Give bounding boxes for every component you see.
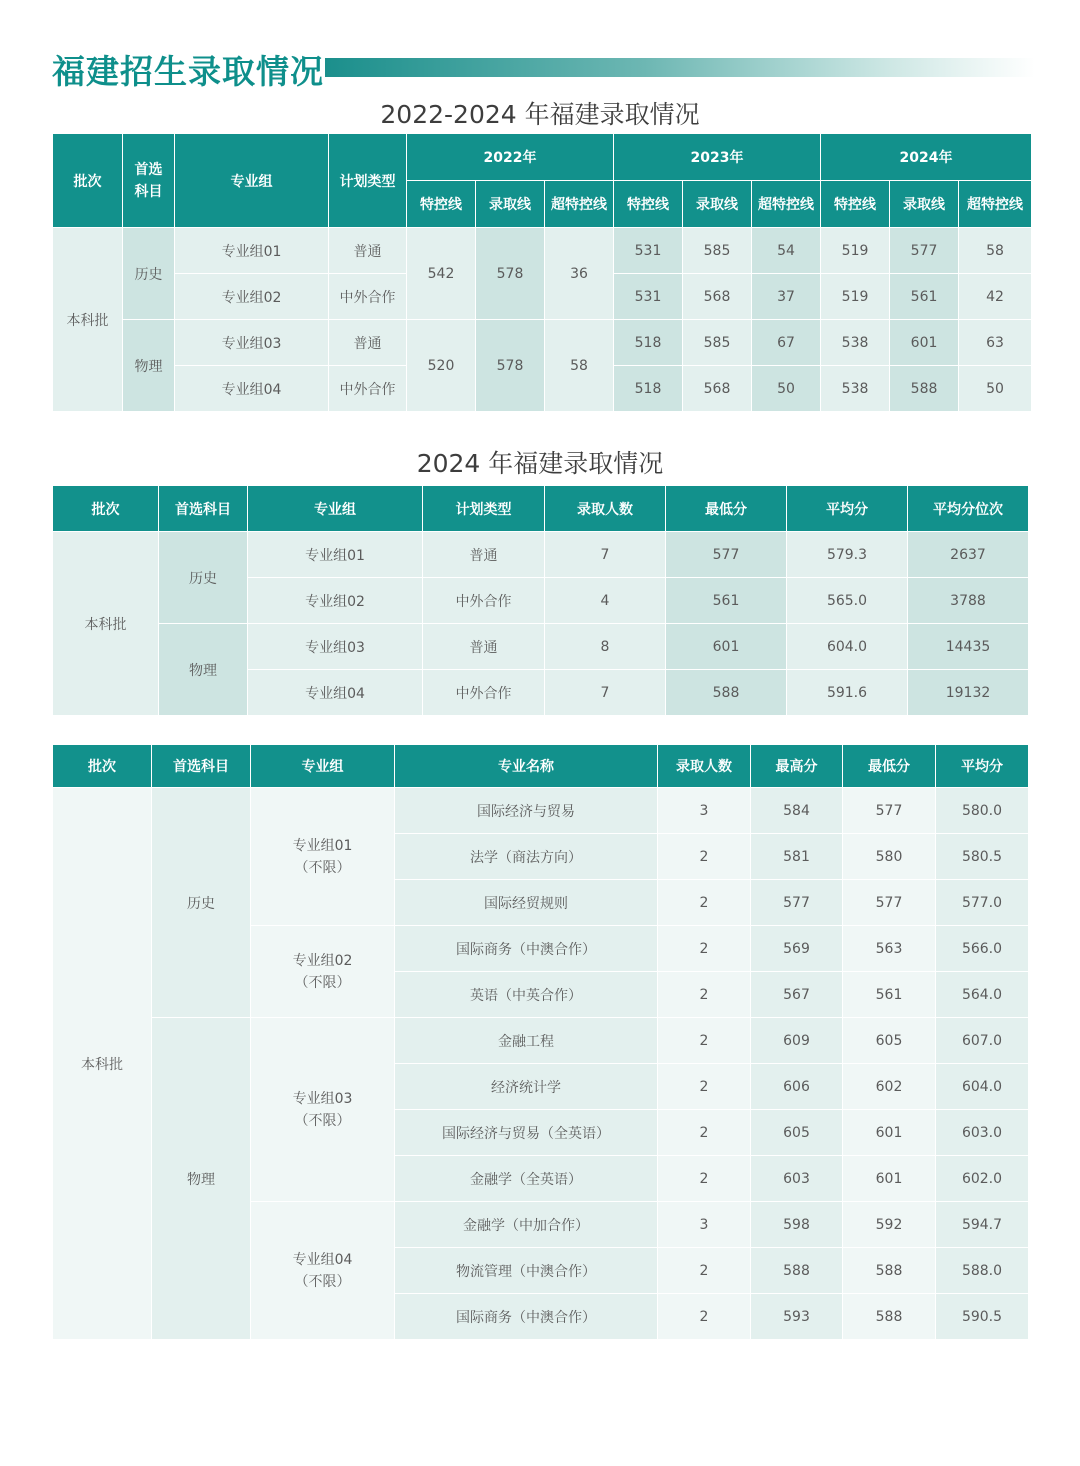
- avg-score-cell: 566.0: [936, 926, 1029, 972]
- major-cell: 金融学（全英语）: [395, 1156, 658, 1202]
- min-score-cell: 577: [843, 880, 936, 926]
- avg-score-cell: 604.0: [787, 624, 908, 670]
- max-score-cell: 603: [751, 1156, 843, 1202]
- max-score-cell: 606: [751, 1064, 843, 1110]
- plan-cell: 中外合作: [329, 366, 407, 412]
- group-cell: 专业组01: [175, 228, 329, 274]
- cell-2023-admit: 585: [683, 228, 752, 274]
- min-score-cell: 601: [843, 1156, 936, 1202]
- max-score-cell: 605: [751, 1110, 843, 1156]
- group-cell: 专业组02: [248, 578, 423, 624]
- section2-title: 2024 年福建录取情况: [416, 449, 664, 478]
- min-score-cell: 561: [666, 578, 787, 624]
- cell-2024-over: 50: [959, 366, 1032, 412]
- cell-2023-over: 37: [752, 274, 821, 320]
- header-year-2022: 2022年: [407, 134, 614, 181]
- avg-score-cell: 594.7: [936, 1202, 1029, 1248]
- avg-score-cell: 579.3: [787, 532, 908, 578]
- batch-cell: 本科批: [53, 228, 123, 412]
- header-avg-score: 平均分: [936, 745, 1029, 788]
- min-score-cell: 563: [843, 926, 936, 972]
- max-score-cell: 588: [751, 1248, 843, 1294]
- cell-2022-special: 542: [407, 228, 476, 320]
- count-cell: 2: [658, 1294, 751, 1340]
- header-batch: 批次: [53, 745, 152, 788]
- header-count: 录取人数: [658, 745, 751, 788]
- min-score-cell: 601: [666, 624, 787, 670]
- min-score-cell: 605: [843, 1018, 936, 1064]
- avg-score-cell: 590.5: [936, 1294, 1029, 1340]
- subject-cell: 物理: [159, 624, 248, 716]
- plan-cell: 普通: [329, 228, 407, 274]
- table-row: [53, 228, 1032, 274]
- cell-2023-admit: 568: [683, 366, 752, 412]
- group-cell: 专业组03: [248, 624, 423, 670]
- subject-cell: 历史: [152, 788, 251, 1018]
- cell-2024-special: 538: [821, 320, 890, 366]
- max-score-cell: 593: [751, 1294, 843, 1340]
- group-cell: [251, 1202, 395, 1340]
- group-cell: 专业组03: [175, 320, 329, 366]
- group-note: （不限）: [294, 859, 351, 876]
- section1-title: 2022-2024 年福建录取情况: [380, 100, 700, 129]
- cell-2023-special: 518: [614, 366, 683, 412]
- cell-2023-admit: 568: [683, 274, 752, 320]
- header-plan: 计划类型: [329, 134, 407, 228]
- avg-score-cell: 565.0: [787, 578, 908, 624]
- header-special-line: 特控线: [614, 181, 683, 228]
- min-score-cell: 588: [666, 670, 787, 716]
- header-special-line: 特控线: [407, 181, 476, 228]
- min-score-cell: 592: [843, 1202, 936, 1248]
- avg-score-cell: 577.0: [936, 880, 1029, 926]
- plan-cell: 普通: [423, 624, 545, 670]
- avg-score-cell: 580.0: [936, 788, 1029, 834]
- table-row: [53, 788, 1029, 834]
- count-cell: 2: [658, 1018, 751, 1064]
- major-cell: 国际商务（中澳合作）: [395, 926, 658, 972]
- header-avg-score: 平均分: [787, 486, 908, 532]
- count-cell: 3: [658, 788, 751, 834]
- subject-cell: 物理: [123, 320, 175, 412]
- cell-2022-special: 520: [407, 320, 476, 412]
- min-score-cell: 577: [666, 532, 787, 578]
- group-cell: [251, 926, 395, 1018]
- plan-cell: 普通: [423, 532, 545, 578]
- table-row: [53, 532, 1029, 578]
- major-cell: 物流管理（中澳合作）: [395, 1248, 658, 1294]
- cell-2022-over: 58: [545, 320, 614, 412]
- major-cell: 经济统计学: [395, 1064, 658, 1110]
- min-score-cell: 580: [843, 834, 936, 880]
- min-score-cell: 588: [843, 1248, 936, 1294]
- header-group: 专业组: [251, 745, 395, 788]
- max-score-cell: 581: [751, 834, 843, 880]
- cell-2024-admit: 561: [890, 274, 959, 320]
- batch-cell: 本科批: [53, 788, 152, 1340]
- plan-cell: 中外合作: [329, 274, 407, 320]
- cell-2022-admit: 578: [476, 228, 545, 320]
- count-cell: 7: [545, 670, 666, 716]
- cell-2023-special: 531: [614, 228, 683, 274]
- header-plan: 计划类型: [423, 486, 545, 532]
- avg-score-cell: 602.0: [936, 1156, 1029, 1202]
- header-over-line: 超特控线: [959, 181, 1032, 228]
- cell-2023-special: 518: [614, 320, 683, 366]
- count-cell: 7: [545, 532, 666, 578]
- plan-cell: 普通: [329, 320, 407, 366]
- count-cell: 8: [545, 624, 666, 670]
- header-group: 专业组: [175, 134, 329, 228]
- subject-cell: 历史: [123, 228, 175, 320]
- max-score-cell: 584: [751, 788, 843, 834]
- header-group: 专业组: [248, 486, 423, 532]
- major-cell: 金融工程: [395, 1018, 658, 1064]
- cell-2023-over: 50: [752, 366, 821, 412]
- max-score-cell: 577: [751, 880, 843, 926]
- title-decoration-bar: [325, 58, 1035, 77]
- count-cell: 4: [545, 578, 666, 624]
- max-score-cell: 598: [751, 1202, 843, 1248]
- avg-rank-cell: 3788: [908, 578, 1029, 624]
- cell-2024-over: 63: [959, 320, 1032, 366]
- count-cell: 2: [658, 834, 751, 880]
- avg-score-cell: 607.0: [936, 1018, 1029, 1064]
- cell-2023-special: 531: [614, 274, 683, 320]
- header-count: 录取人数: [545, 486, 666, 532]
- cell-2023-over: 54: [752, 228, 821, 274]
- cell-2023-over: 67: [752, 320, 821, 366]
- header-admit-line: 录取线: [476, 181, 545, 228]
- cell-2024-over: 42: [959, 274, 1032, 320]
- major-cell: 国际经济与贸易（全英语）: [395, 1110, 658, 1156]
- plan-cell: 中外合作: [423, 578, 545, 624]
- min-score-cell: 602: [843, 1064, 936, 1110]
- min-score-cell: 577: [843, 788, 936, 834]
- header-over-line: 超特控线: [752, 181, 821, 228]
- max-score-cell: 609: [751, 1018, 843, 1064]
- header-avg-rank: 平均分位次: [908, 486, 1029, 532]
- max-score-cell: 569: [751, 926, 843, 972]
- group-name: 专业组03: [292, 1090, 353, 1107]
- avg-score-cell: 591.6: [787, 670, 908, 716]
- count-cell: 2: [658, 1248, 751, 1294]
- count-cell: 2: [658, 1064, 751, 1110]
- group-name: 专业组02: [292, 952, 353, 969]
- max-score-cell: 567: [751, 972, 843, 1018]
- table-row: [53, 1018, 1029, 1064]
- header-year-2023: 2023年: [614, 134, 821, 181]
- major-cell: 英语（中英合作）: [395, 972, 658, 1018]
- avg-score-cell: 603.0: [936, 1110, 1029, 1156]
- table-2024-majors: [52, 744, 1029, 1340]
- min-score-cell: 561: [843, 972, 936, 1018]
- avg-score-cell: 564.0: [936, 972, 1029, 1018]
- table-2024-groups: [52, 485, 1029, 716]
- page-title: 福建招生录取情况: [52, 52, 324, 91]
- cell-2023-admit: 585: [683, 320, 752, 366]
- group-cell: 专业组04: [248, 670, 423, 716]
- header-admit-line: 录取线: [683, 181, 752, 228]
- group-note: （不限）: [294, 1273, 351, 1290]
- cell-2022-over: 36: [545, 228, 614, 320]
- table-2022-2024: [52, 133, 1032, 412]
- cell-2024-special: 538: [821, 366, 890, 412]
- min-score-cell: 588: [843, 1294, 936, 1340]
- group-name: 专业组04: [292, 1251, 353, 1268]
- group-name: 专业组01: [292, 837, 353, 854]
- count-cell: 2: [658, 880, 751, 926]
- major-cell: 国际经济与贸易: [395, 788, 658, 834]
- cell-2024-special: 519: [821, 228, 890, 274]
- table-row: [53, 624, 1029, 670]
- group-cell: 专业组01: [248, 532, 423, 578]
- header-batch: 批次: [53, 486, 159, 532]
- header-over-line: 超特控线: [545, 181, 614, 228]
- batch-cell: 本科批: [53, 532, 159, 716]
- cell-2024-special: 519: [821, 274, 890, 320]
- header-year-2024: 2024年: [821, 134, 1032, 181]
- avg-score-cell: 588.0: [936, 1248, 1029, 1294]
- group-cell: 专业组02: [175, 274, 329, 320]
- header-special-line: 特控线: [821, 181, 890, 228]
- header-major: 专业名称: [395, 745, 658, 788]
- subject-cell: 物理: [152, 1018, 251, 1340]
- avg-rank-cell: 14435: [908, 624, 1029, 670]
- cell-2024-over: 58: [959, 228, 1032, 274]
- avg-rank-cell: 19132: [908, 670, 1029, 716]
- header-min-score: 最低分: [666, 486, 787, 532]
- cell-2024-admit: 588: [890, 366, 959, 412]
- cell-2024-admit: 577: [890, 228, 959, 274]
- subject-cell: 历史: [159, 532, 248, 624]
- avg-rank-cell: 2637: [908, 532, 1029, 578]
- major-cell: 金融学（中加合作）: [395, 1202, 658, 1248]
- header-min-score: 最低分: [843, 745, 936, 788]
- group-note: （不限）: [294, 974, 351, 991]
- avg-score-cell: 604.0: [936, 1064, 1029, 1110]
- group-note: （不限）: [294, 1112, 351, 1129]
- cell-2024-admit: 601: [890, 320, 959, 366]
- avg-score-cell: 580.5: [936, 834, 1029, 880]
- min-score-cell: 601: [843, 1110, 936, 1156]
- table-row: [53, 320, 1032, 366]
- header-batch: 批次: [53, 134, 123, 228]
- major-cell: 国际商务（中澳合作）: [395, 1294, 658, 1340]
- major-cell: 国际经贸规则: [395, 880, 658, 926]
- plan-cell: 中外合作: [423, 670, 545, 716]
- major-cell: 法学（商法方向）: [395, 834, 658, 880]
- cell-2022-admit: 578: [476, 320, 545, 412]
- group-cell: [251, 1018, 395, 1202]
- count-cell: 2: [658, 1110, 751, 1156]
- count-cell: 2: [658, 972, 751, 1018]
- header-admit-line: 录取线: [890, 181, 959, 228]
- group-cell: [251, 788, 395, 926]
- header-subject: 首选科目: [159, 486, 248, 532]
- header-subject: 首选科目: [123, 134, 175, 228]
- group-cell: 专业组04: [175, 366, 329, 412]
- count-cell: 2: [658, 926, 751, 972]
- header-subject: 首选科目: [152, 745, 251, 788]
- count-cell: 3: [658, 1202, 751, 1248]
- header-max-score: 最高分: [751, 745, 843, 788]
- count-cell: 2: [658, 1156, 751, 1202]
